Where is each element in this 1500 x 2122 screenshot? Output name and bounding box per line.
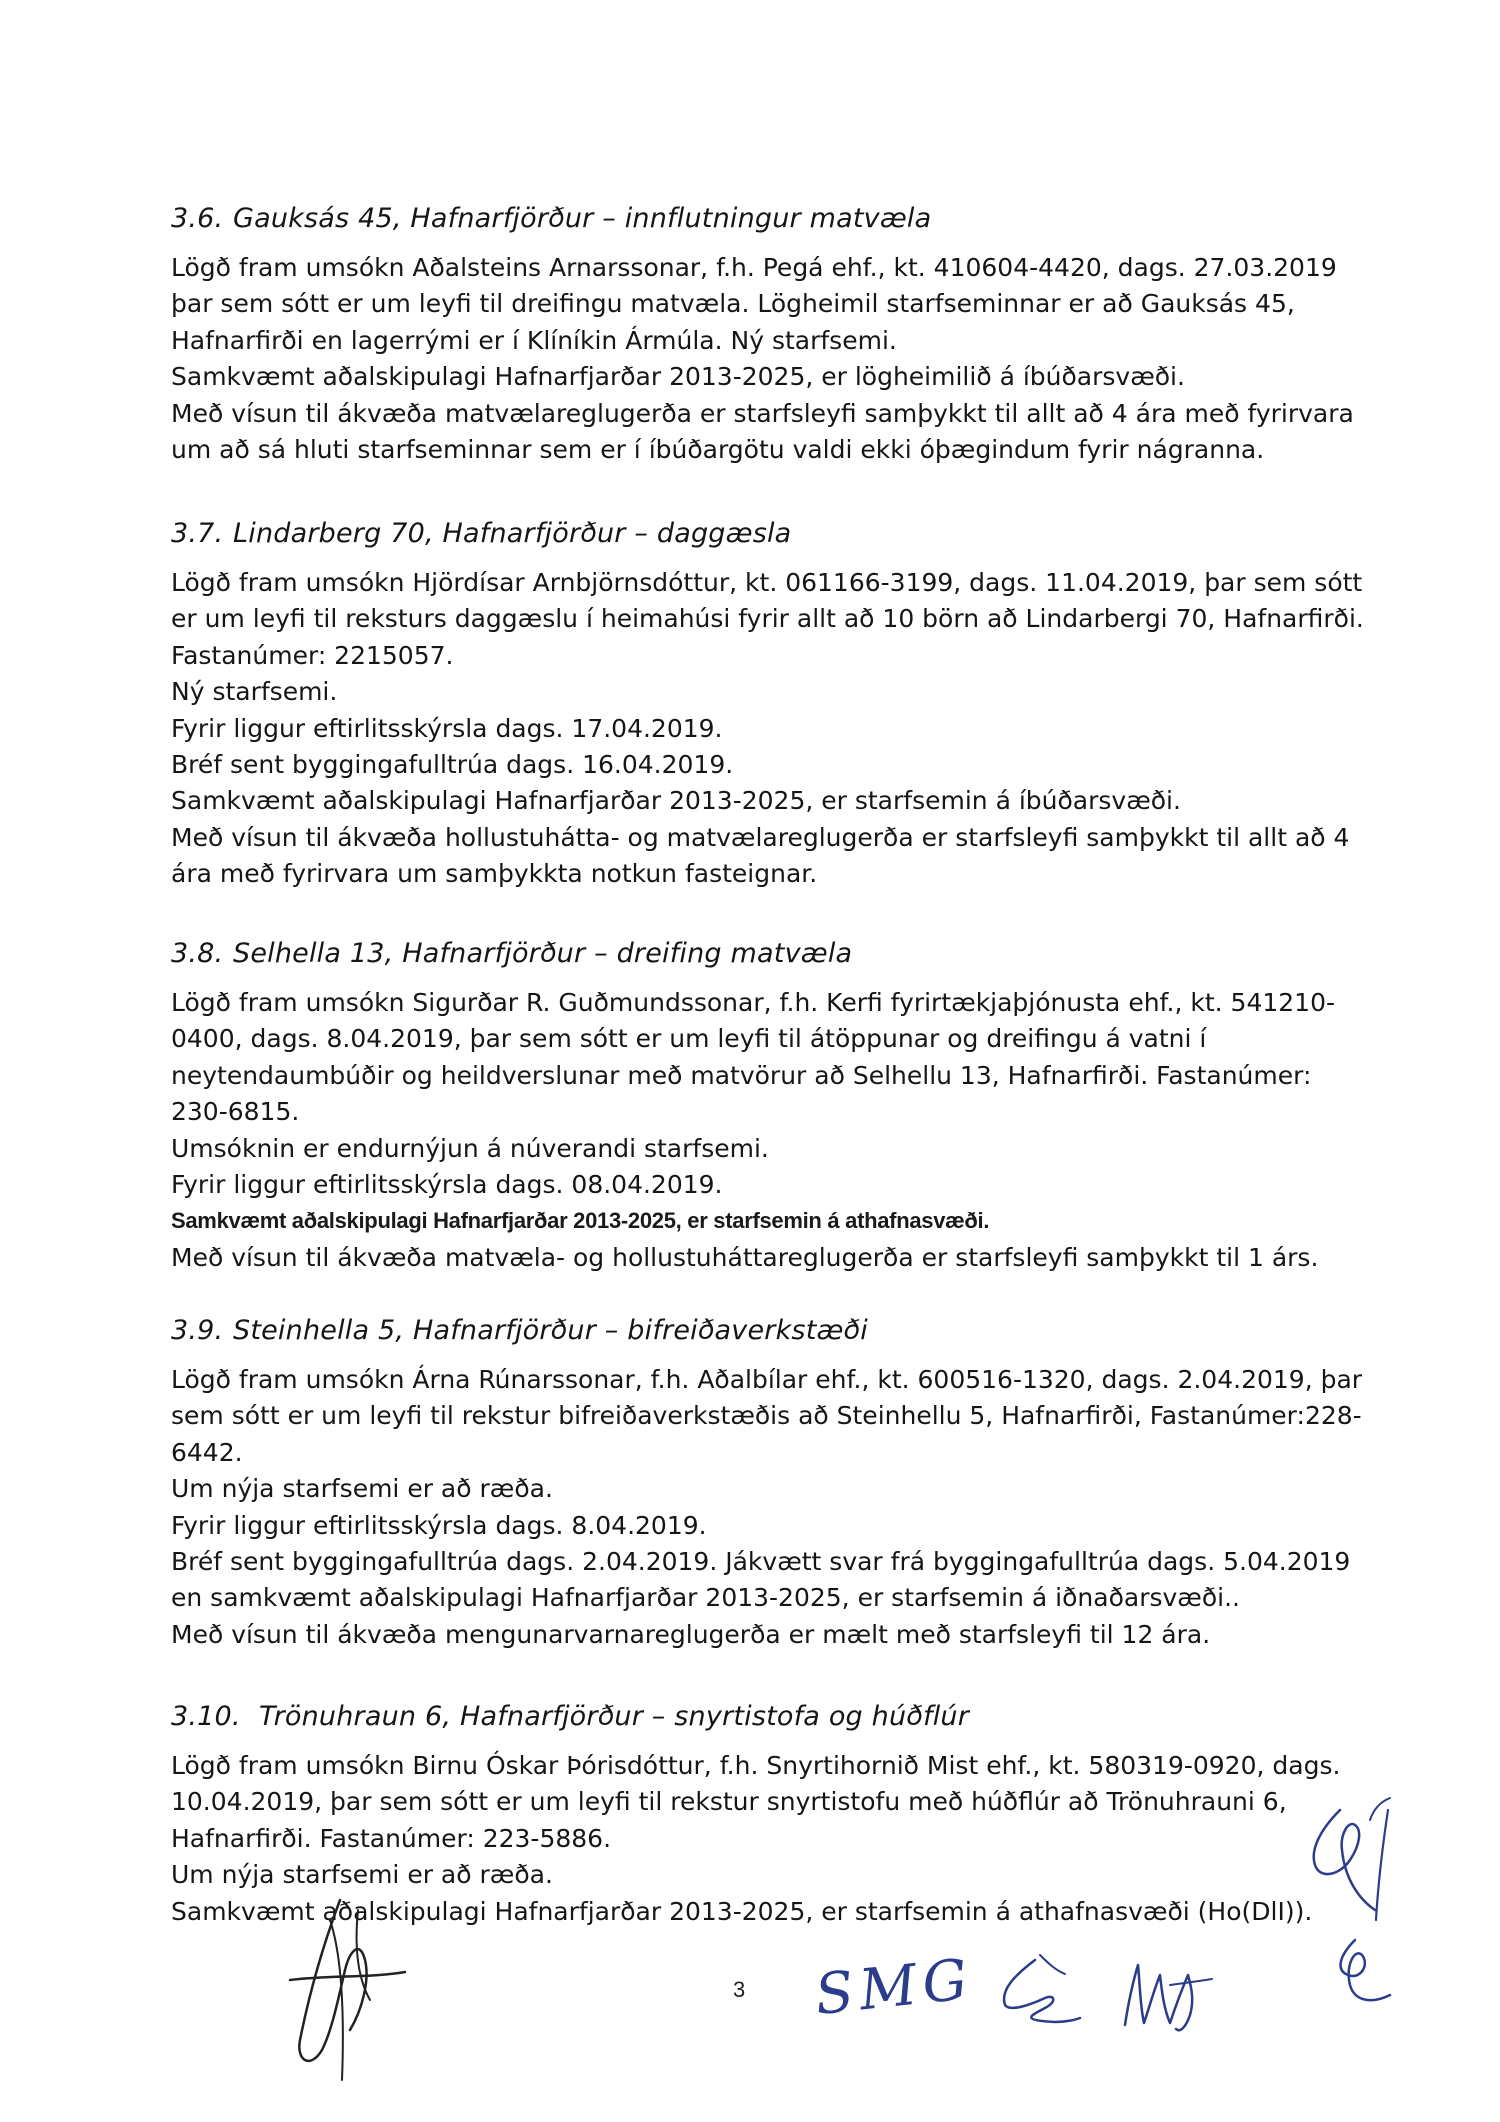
section-body: [171, 1362, 1363, 1653]
section-3-8: [171, 935, 1341, 1276]
signature-left: [270, 1880, 420, 2090]
body-line: Með vísun til ákvæða mengunarvarnareglugerða er mælt með starfsleyfi til 12 ára.: [171, 1619, 1211, 1649]
body-line: Lögð fram umsókn Birnu Óskar Þórisdóttur, f.h. Snyrtihornið Mist ehf., kt. 580319-0920, dags.: [171, 1751, 1341, 1780]
signature-smg: SMG: [812, 1946, 977, 2029]
body-line: neytendaumbúðir og heildverslunar með matvörur að Selhellu 13, Hafnarfirði. Fastanúmer:: [171, 1060, 1312, 1090]
signature-right: [1110, 1945, 1220, 2035]
body-line: Með vísun til ákvæða hollustuhátta- og matvælareglugerða er starfsleyfi samþykkt til allt að 4: [171, 822, 1350, 852]
body-line: Samkvæmt aðalskipulagi Hafnarfjarðar 2013-2025, er lögheimilið á íbúðarsvæði.: [171, 362, 1185, 392]
body-line: Um nýja starfsemi er að ræða.: [171, 1474, 553, 1504]
body-line: 10.04.2019, þar sem sótt er um leyfi til rekstur snyrtistofu með húðflúr að Trönuhrauni 6,: [171, 1787, 1287, 1817]
body-line: 6442.: [171, 1437, 243, 1467]
section-3-9: [171, 1312, 1363, 1653]
body-line: Hafnarfirði. Fastanúmer: 223-5886.: [171, 1823, 612, 1853]
body-line: Fyrir liggur eftirlitsskýrsla dags. 08.04.2019.: [171, 1170, 723, 1200]
body-line: Lögð fram umsókn Hjördísar Arnbjörnsdóttur, kt. 061166-3199, dags. 11.04.2019, þar sem sótt: [171, 568, 1363, 597]
body-line: Bréf sent byggingafulltrúa dags. 2.04.2019. Jákvætt svar frá byggingafulltrúa dags. 5.04.2019: [171, 1547, 1351, 1577]
body-line: Samkvæmt aðalskipulagi Hafnarfjarðar 2013-2025, er starfsemin á athafnasvæði (Ho(DlI)).: [171, 1896, 1313, 1926]
body-line: Lögð fram umsókn Aðalsteins Arnarssonar, f.h. Pegá ehf., kt. 410604-4420, dags. 27.03.2019: [171, 253, 1337, 282]
body-line: Með vísun til ákvæða matvælareglugerða er starfsleyfi samþykkt til allt að 4 ára með fyrirvara: [171, 398, 1354, 428]
body-line: Ný starfsemi.: [171, 677, 338, 707]
body-line-bold: Samkvæmt aðalskipulagi Hafnarfjarðar 2013-2025, er starfsemin á athafnasvæði.: [171, 1208, 990, 1234]
body-line: 230-6815.: [171, 1097, 300, 1127]
body-line: Fastanúmer: 2215057.: [171, 640, 454, 670]
signature-right-icon: [1110, 1945, 1220, 2035]
section-number: 3.10.: [171, 1701, 241, 1732]
signature-middle-icon: [985, 1950, 1085, 2030]
body-line: sem sótt er um leyfi til rekstur bifreiðaverkstæðis að Steinhellu 5, Hafnarfirði, Fastanúmer:228-: [171, 1401, 1362, 1431]
section-title: Trönuhraun 6, Hafnarfjörður – snyrtistofa og húðflúr: [259, 1701, 970, 1732]
section-number: 3.8.: [171, 938, 224, 969]
body-line: ára með fyrirvara um samþykkta notkun fasteignar.: [171, 859, 818, 889]
signature-left-icon: [270, 1880, 420, 2090]
section-3-6: [171, 200, 1354, 468]
body-line: þar sem sótt er um leyfi til dreifingu matvæla. Lögheimil starfseminnar er að Gauksás 45,: [171, 289, 1295, 319]
section-body: [171, 565, 1364, 893]
signature-middle: [985, 1950, 1085, 2030]
page-number: 3: [733, 1977, 746, 2002]
section-heading: [171, 515, 1341, 553]
section-3-7: [171, 515, 1364, 893]
body-line: Um nýja starfsemi er að ræða.: [171, 1860, 553, 1890]
section-number: 3.7.: [171, 518, 224, 549]
section-body: [171, 250, 1354, 468]
body-line: Samkvæmt aðalskipulagi Hafnarfjarðar 2013-2025, er starfsemin á íbúðarsvæði.: [171, 786, 1181, 816]
section-title: Selhella 13, Hafnarfjörður – dreifing matvæla: [233, 938, 853, 969]
section-heading: [171, 1698, 1341, 1736]
section-heading: [171, 200, 1341, 238]
body-line: Með vísun til ákvæða matvæla- og hollustuháttareglugerða er starfsleyfi samþykkt til 1 árs.: [171, 1242, 1319, 1272]
section-title: Lindarberg 70, Hafnarfjörður – daggæsla: [233, 518, 792, 549]
signature-far-right-icon: [1300, 1790, 1420, 2020]
body-line: 0400, dags. 8.04.2019, þar sem sótt er um leyfi til átöppunar og dreifingu á vatni í: [171, 1024, 1207, 1054]
body-line: en samkvæmt aðalskipulagi Hafnarfjarðar 2013-2025, er starfsemin á iðnaðarsvæði..: [171, 1583, 1240, 1613]
signature-far-right: [1300, 1790, 1420, 2020]
section-heading: [171, 1312, 1341, 1350]
body-line: Fyrir liggur eftirlitsskýrsla dags. 17.04.2019.: [171, 713, 723, 743]
body-line: er um leyfi til reksturs daggæslu í heimahúsi fyrir allt að 10 börn að Lindarbergi 70, Hafnarfirði.: [171, 604, 1364, 634]
section-title: Steinhella 5, Hafnarfjörður – bifreiðaverkstæði: [233, 1315, 868, 1346]
body-line: Lögð fram umsókn Árna Rúnarssonar, f.h. Aðalbílar ehf., kt. 600516-1320, dags. 2.04.2019, þar: [171, 1365, 1363, 1394]
section-number: 3.6.: [171, 203, 224, 234]
body-line: Bréf sent byggingafulltrúa dags. 16.04.2019.: [171, 750, 734, 780]
section-heading: [171, 935, 1341, 973]
section-title: Gauksás 45, Hafnarfjörður – innflutningur matvæla: [233, 203, 932, 234]
body-line: um að sá hluti starfseminnar sem er í íbúðargötu valdi ekki óþægindum fyrir nágranna.: [171, 435, 1265, 465]
body-line: Fyrir liggur eftirlitsskýrsla dags. 8.04.2019.: [171, 1510, 707, 1540]
body-line: Umsóknin er endurnýjun á núverandi starfsemi.: [171, 1133, 769, 1163]
body-line: Lögð fram umsókn Sigurðar R. Guðmundssonar, f.h. Kerfi fyrirtækjaþjónusta ehf., kt. 541210-: [171, 988, 1336, 1017]
section-number: 3.9.: [171, 1315, 224, 1346]
section-body: [171, 985, 1341, 1276]
body-line: Hafnarfirði en lagerrými er í Klíníkin Ármúla. Ný starfsemi.: [171, 325, 897, 355]
